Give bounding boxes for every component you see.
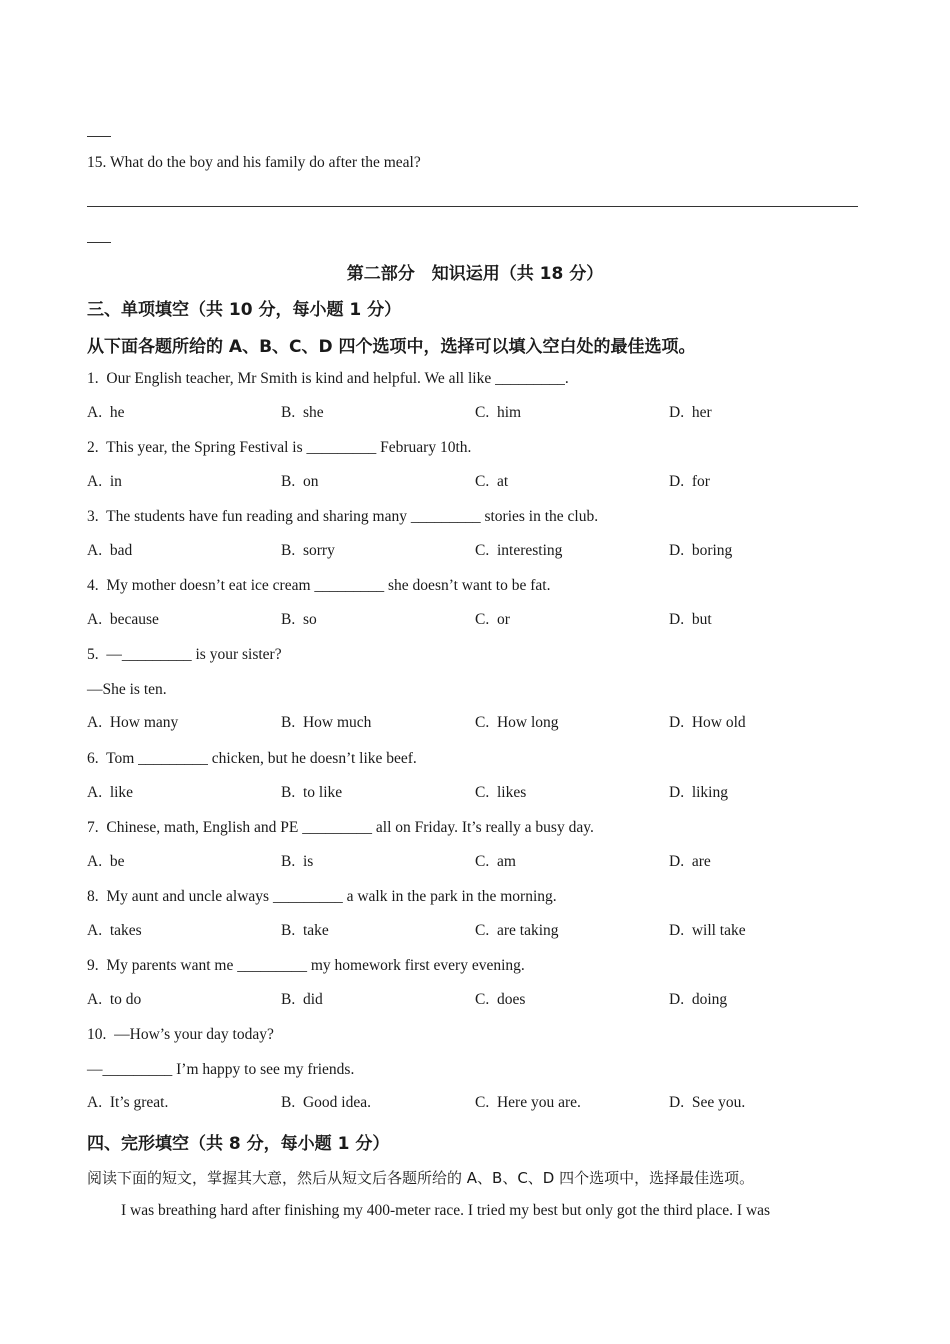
- option-b[interactable]: B. How much: [281, 714, 372, 731]
- options-row: [87, 714, 867, 734]
- options-row: [87, 611, 867, 631]
- section-three-instruction: 从下面各题所给的 A、B、C、D 四个选项中，选择可以填入空白处的最佳选项。: [87, 337, 696, 357]
- option-a[interactable]: A. in: [87, 473, 122, 490]
- option-d[interactable]: D. liking: [669, 784, 728, 801]
- option-c[interactable]: C. am: [475, 853, 516, 870]
- answer-blank-line: [87, 242, 111, 243]
- section-four-heading: 四、完形填空（共 8 分，每小题 1 分）: [87, 1134, 390, 1154]
- question-stem: 5. —_________ is your sister?: [87, 646, 282, 663]
- options-row: [87, 542, 867, 562]
- option-c[interactable]: C. interesting: [475, 542, 563, 559]
- question-stem: 7. Chinese, math, English and PE _________ all on Friday. It’s really a busy day.: [87, 819, 594, 836]
- option-c[interactable]: C. him: [475, 404, 522, 421]
- question-stem-reply: —She is ten.: [87, 681, 167, 698]
- question-stem: 3. The students have fun reading and sharing many _________ stories in the club.: [87, 508, 599, 525]
- options-row: [87, 784, 867, 804]
- option-d[interactable]: D. her: [669, 404, 712, 421]
- options-row: [87, 404, 867, 424]
- option-a[interactable]: A. be: [87, 853, 125, 870]
- section-three-heading: 三、单项填空（共 10 分，每小题 1 分）: [87, 300, 402, 320]
- option-a[interactable]: A. takes: [87, 922, 142, 939]
- option-b[interactable]: B. she: [281, 404, 324, 421]
- answer-blank-line: [87, 136, 111, 137]
- option-c[interactable]: C. How long: [475, 714, 559, 731]
- option-a[interactable]: A. because: [87, 611, 159, 628]
- question-15: 15. What do the boy and his family do after the meal?: [87, 154, 421, 171]
- option-a[interactable]: A. to do: [87, 991, 142, 1008]
- question-stem: 8. My aunt and uncle always _________ a walk in the park in the morning.: [87, 888, 557, 905]
- option-d[interactable]: D. boring: [669, 542, 733, 559]
- options-row: [87, 991, 867, 1011]
- option-a[interactable]: A. It’s great.: [87, 1094, 169, 1111]
- option-b[interactable]: B. to like: [281, 784, 343, 801]
- answer-blank-line: [87, 206, 858, 207]
- option-b[interactable]: B. is: [281, 853, 314, 870]
- part-two-title: 第二部分 知识运用（共 18 分）: [346, 264, 604, 284]
- option-a[interactable]: A. bad: [87, 542, 133, 559]
- passage-paragraph: I was breathing hard after finishing my 400-meter race. I tried my best but only got the third place. I was: [121, 1202, 771, 1219]
- option-d[interactable]: D. doing: [669, 991, 728, 1008]
- option-b[interactable]: B. on: [281, 473, 319, 490]
- option-b[interactable]: B. Good idea.: [281, 1094, 371, 1111]
- option-d[interactable]: D. are: [669, 853, 711, 870]
- question-stem: 10. —How’s your day today?: [87, 1026, 274, 1043]
- option-a[interactable]: A. like: [87, 784, 134, 801]
- option-c[interactable]: C. Here you are.: [475, 1094, 581, 1111]
- options-row: [87, 853, 867, 873]
- options-row: [87, 922, 867, 942]
- option-c[interactable]: C. are taking: [475, 922, 559, 939]
- option-d[interactable]: D. See you.: [669, 1094, 746, 1111]
- option-d[interactable]: D. but: [669, 611, 712, 628]
- options-row: [87, 473, 867, 493]
- question-stem: 9. My parents want me _________ my homework first every evening.: [87, 957, 525, 974]
- option-c[interactable]: C. at: [475, 473, 509, 490]
- option-b[interactable]: B. did: [281, 991, 323, 1008]
- options-row: [87, 1094, 867, 1114]
- question-stem: 2. This year, the Spring Festival is _________ February 10th.: [87, 439, 472, 456]
- option-a[interactable]: A. How many: [87, 714, 179, 731]
- option-c[interactable]: C. does: [475, 991, 526, 1008]
- option-b[interactable]: B. sorry: [281, 542, 335, 559]
- question-stem: 1. Our English teacher, Mr Smith is kind and helpful. We all like _________.: [87, 370, 569, 387]
- question-stem: 4. My mother doesn’t eat ice cream _________ she doesn’t want to be fat.: [87, 577, 551, 594]
- question-stem-reply: —_________ I’m happy to see my friends.: [87, 1061, 355, 1078]
- option-b[interactable]: B. so: [281, 611, 317, 628]
- option-d[interactable]: D. will take: [669, 922, 746, 939]
- option-a[interactable]: A. he: [87, 404, 125, 421]
- question-stem: 6. Tom _________ chicken, but he doesn’t like beef.: [87, 750, 417, 767]
- option-b[interactable]: B. take: [281, 922, 329, 939]
- option-d[interactable]: D. How old: [669, 714, 746, 731]
- option-c[interactable]: C. likes: [475, 784, 527, 801]
- option-c[interactable]: C. or: [475, 611, 510, 628]
- section-four-instruction: 阅读下面的短文，掌握其大意，然后从短文后各题所给的 A、B、C、D 四个选项中，选择最佳选项。: [87, 1169, 755, 1187]
- option-d[interactable]: D. for: [669, 473, 710, 490]
